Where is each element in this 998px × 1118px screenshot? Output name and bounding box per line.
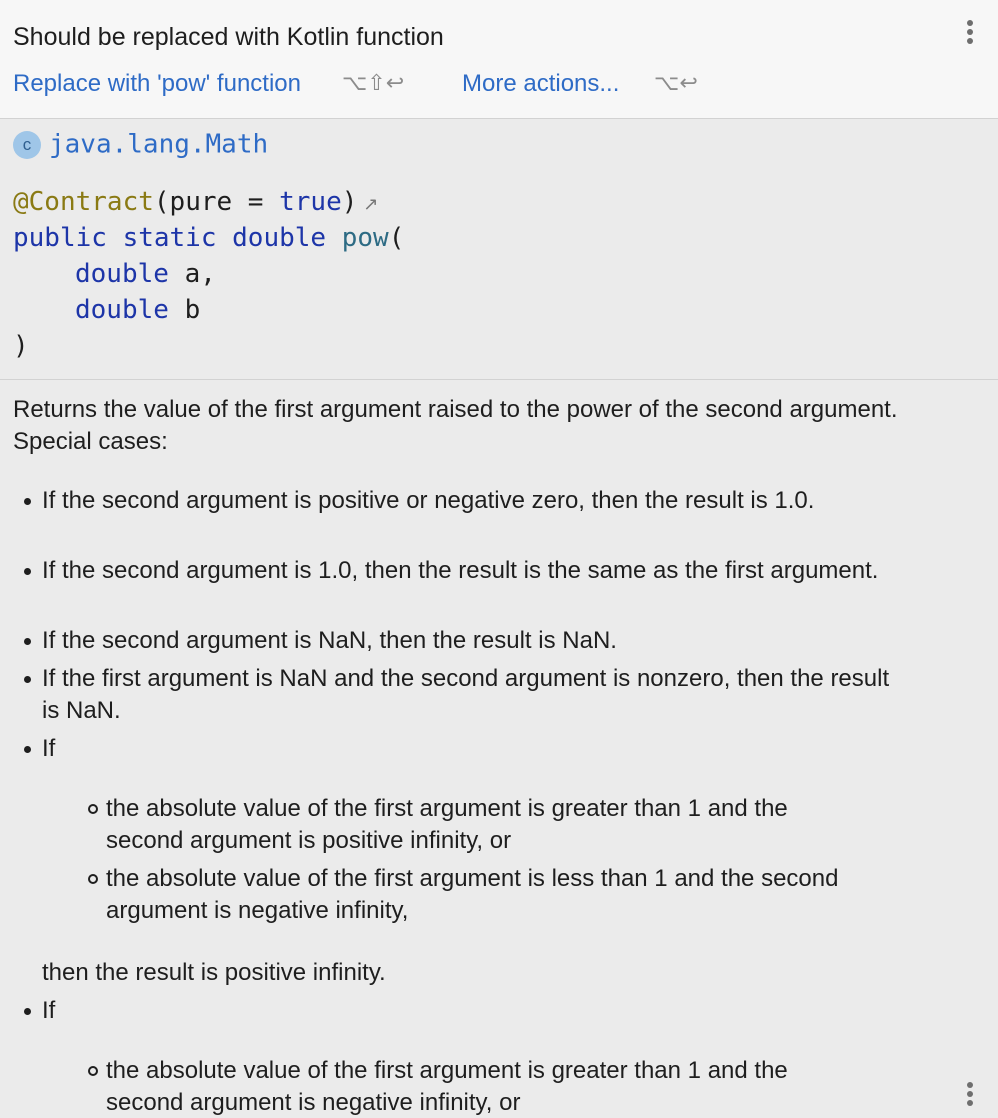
more-options-icon[interactable] [962, 20, 978, 50]
annotation-line: @Contract(pure = true) ↗ [13, 187, 379, 217]
method-name: pow [341, 223, 389, 253]
annotation-name[interactable]: @Contract [13, 187, 154, 217]
more-actions-link[interactable]: More actions... [462, 70, 620, 97]
sub-list-item: the absolute value of the first argument is greater than 1 and the second argument is negative infinity, or [106, 1055, 866, 1118]
inspection-title: Should be replaced with Kotlin function [13, 23, 444, 51]
list-item: If the second argument is positive or negative zero, then the result is 1.0. [42, 485, 912, 517]
containing-class [13, 129, 268, 163]
external-link-icon[interactable]: ↗ [363, 194, 379, 215]
list-item: If the first argument is NaN and the second argument is nonzero, then the result is NaN. [42, 663, 912, 727]
bottom-more-options-icon[interactable] [962, 1082, 978, 1112]
doc-intro: Returns the value of the first argument raised to the power of the second argument. Special cases: [13, 396, 898, 455]
closing-paren: ) [13, 331, 29, 361]
sub-list-item: the absolute value of the first argument is greater than 1 and the second argument is positive infinity, or [106, 793, 866, 857]
parameter-b: double b [75, 295, 201, 325]
list-item: If [42, 995, 912, 1027]
more-actions-shortcut-hint: ⌥↩ [654, 71, 698, 96]
parameter-a: double a, [75, 259, 216, 289]
list-item: If the second argument is NaN, then the result is NaN. [42, 625, 912, 657]
sub-list-item: the absolute value of the first argument is less than 1 and the second argument is negative infinity, [106, 863, 866, 927]
list-item: If the second argument is 1.0, then the result is the same as the first argument. [42, 555, 912, 587]
list-item-continuation: then the result is positive infinity. [42, 959, 386, 986]
inspection-header [0, 0, 998, 119]
replace-with-pow-action[interactable]: Replace with 'pow' function [13, 70, 301, 97]
class-name-link[interactable]: java.lang.Math [49, 129, 269, 160]
declaration-line: public static double pow( [13, 223, 405, 253]
list-item: If [42, 733, 912, 765]
class-icon: c [13, 131, 41, 159]
replace-shortcut-hint: ⌥⇧↩ [342, 71, 405, 96]
method-signature [0, 119, 998, 380]
documentation-body [0, 380, 998, 1118]
